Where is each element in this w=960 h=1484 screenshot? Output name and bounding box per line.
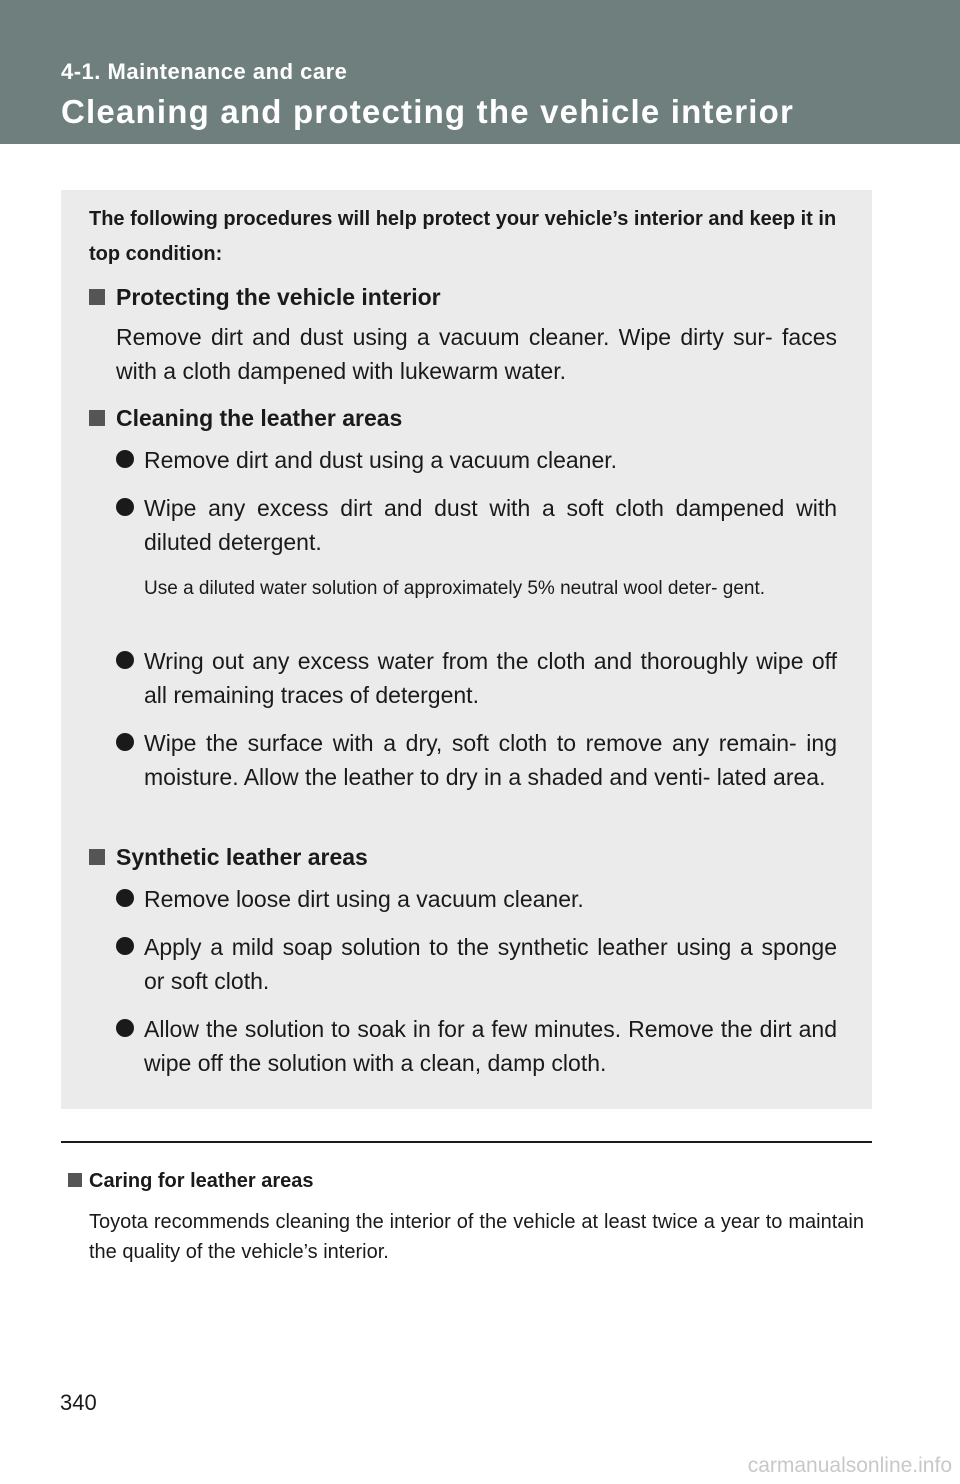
square-bullet-icon [89,289,105,305]
heading-synthetic: Synthetic leather areas [89,844,368,871]
footnote-text: Toyota recommends cleaning the interior of the vehicle at least twice a year to maintain the quality of the vehicle’s interior. [89,1211,864,1263]
page-number: 340 [60,1390,97,1415]
list-item: Remove dirt and dust using a vacuum cleaner. [116,443,837,477]
round-bullet-icon [116,937,134,955]
section-label: 4-1. Maintenance and care [61,59,348,84]
heading-leather: Cleaning the leather areas [89,405,402,432]
list-item: Wipe any excess dirt and dust with a soft cloth dampened with diluted detergent. [116,491,837,559]
footnote-heading: Caring for leather areas [68,1170,314,1193]
square-bullet-icon [68,1173,82,1187]
protecting-text: Remove dirt and dust using a vacuum cleaner. Wipe dirty sur- faces with a cloth dampened with lukewarm water. [116,324,837,384]
square-bullet-icon [89,849,105,865]
divider [61,1141,872,1143]
intro-text: The following procedures will help protect your vehicle’s interior and keep it in top condition: [89,208,837,265]
list-item: Wipe the surface with a dry, soft cloth to remove any remain- ing moisture. Allow the leather to dry in a shaded and venti- lated area. [116,726,837,794]
leather-note: Use a diluted water solution of approximately 5% neutral wool deter- gent. [144,578,766,599]
heading-protecting: Protecting the vehicle interior [89,284,441,311]
watermark: carmanualsonline.info [747,1454,952,1477]
round-bullet-icon [116,498,134,516]
list-item: Wring out any excess water from the cloth and thoroughly wipe off all remaining traces of detergent. [116,644,837,712]
list-item: Apply a mild soap solution to the synthetic leather using a sponge or soft cloth. [116,930,837,998]
round-bullet-icon [116,889,134,907]
page-title: Cleaning and protecting the vehicle interior [61,93,795,130]
list-item: Allow the solution to soak in for a few minutes. Remove the dirt and wipe off the solution with a clean, damp cloth. [116,1012,837,1080]
square-bullet-icon [89,410,105,426]
round-bullet-icon [116,733,134,751]
round-bullet-icon [116,1019,134,1037]
header-bar [0,0,960,144]
round-bullet-icon [116,450,134,468]
list-item: Remove loose dirt using a vacuum cleaner. [116,882,837,916]
round-bullet-icon [116,651,134,669]
